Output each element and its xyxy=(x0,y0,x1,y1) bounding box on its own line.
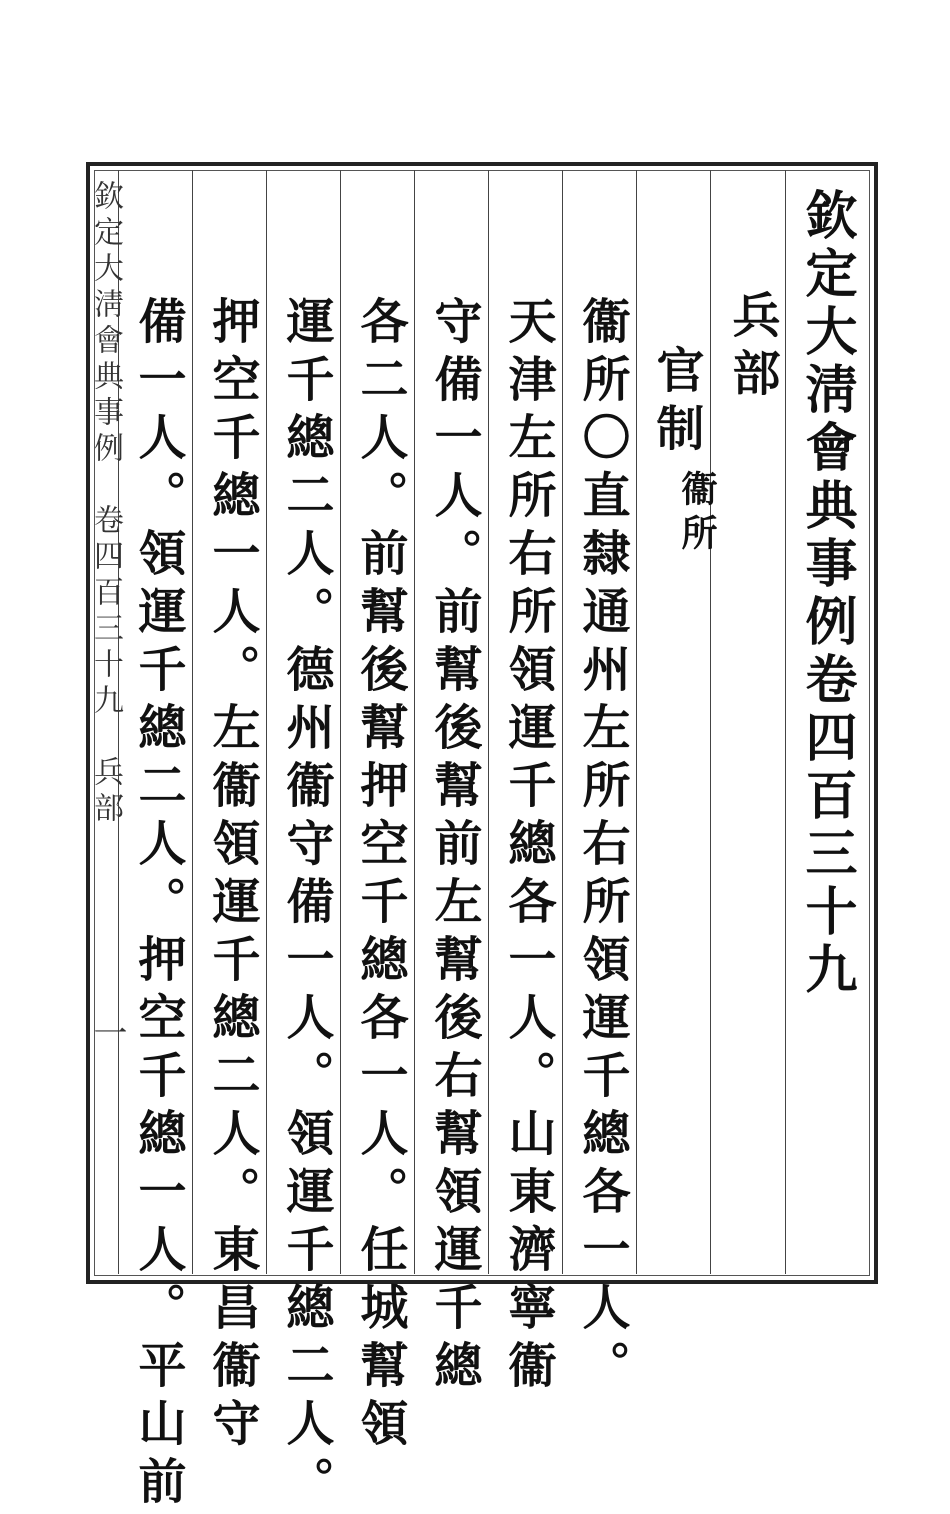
heading: 官制 xyxy=(648,345,704,461)
margin-header: 欽定大淸會典事例 卷四百三十九 兵部 xyxy=(88,180,123,828)
column-divider xyxy=(266,170,267,1274)
text-column-7: 備一人。領運千總二人。押空千總一人。平山前 xyxy=(130,296,186,1514)
text-column-4: 各二人。前幫後幫押空千總各一人。任城幫領 xyxy=(352,296,408,1456)
column-divider xyxy=(636,170,637,1274)
column-divider xyxy=(340,170,341,1274)
section-title: 兵部 xyxy=(724,290,780,406)
subheading: 衞所 xyxy=(676,470,718,558)
text-column-2: 天津左所右所領運千總各一人。山東濟寧衞 xyxy=(500,296,556,1398)
text-column-5: 運千總二人。德州衞守備一人。領運千總二人。 xyxy=(278,296,334,1514)
column-divider xyxy=(414,170,415,1274)
column-divider xyxy=(562,170,563,1274)
column-divider xyxy=(192,170,193,1274)
column-divider xyxy=(785,170,786,1274)
column-divider xyxy=(488,170,489,1274)
page-title: 欽定大淸會典事例卷四百三十九 xyxy=(796,188,857,1000)
text-column-3: 守備一人。前幫後幫前左幫後右幫領運千總 xyxy=(426,296,482,1398)
text-column-1: 衞所〇直隸通州左所右所領運千總各一人。 xyxy=(574,296,630,1398)
page-number: 一 xyxy=(87,1015,127,1055)
text-column-6: 押空千總一人。左衞領運千總二人。東昌衞守 xyxy=(204,296,260,1456)
column-divider xyxy=(710,170,711,1274)
